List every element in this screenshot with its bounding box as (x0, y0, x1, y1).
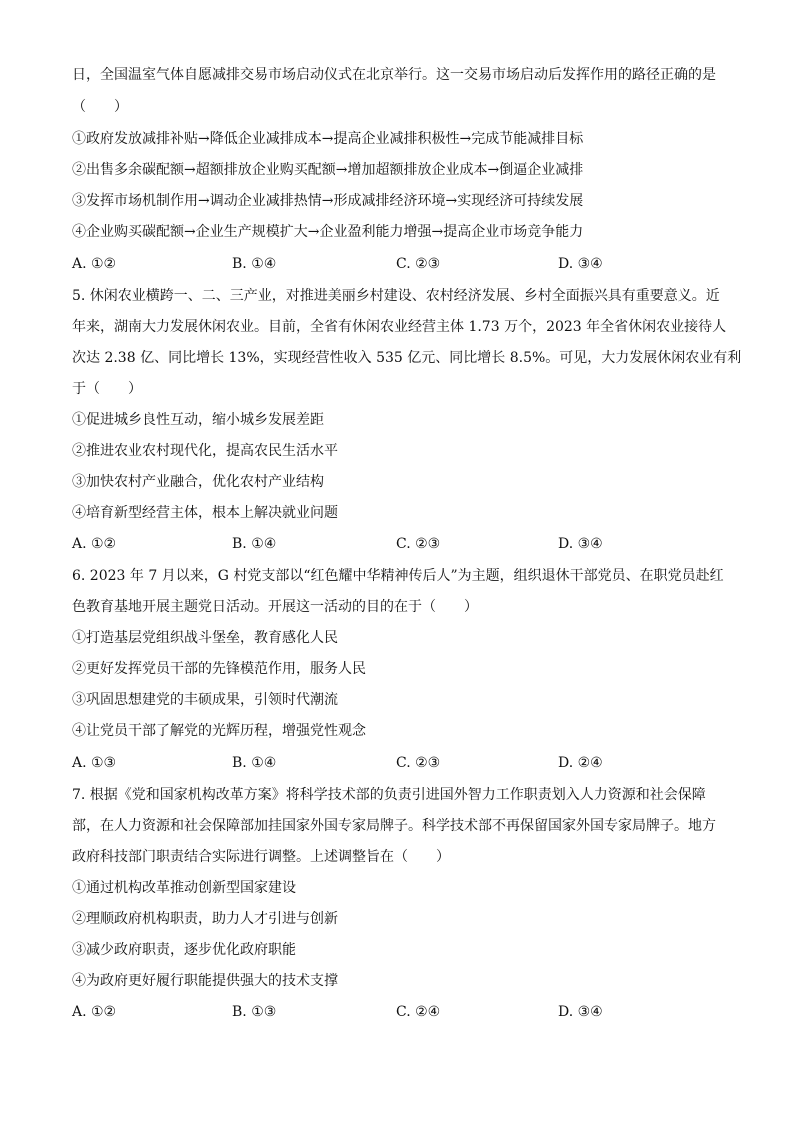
q7-option-a: A. ①② (72, 1004, 117, 1020)
q4-stem-line-2: （ ） (72, 99, 128, 115)
q5-item-4: ④培育新型经营主体，根本上解决就业问题 (72, 505, 338, 521)
q6-option-a: A. ①③ (72, 755, 117, 771)
q5-stem-line-4: 于（ ） (72, 381, 142, 397)
q7-stem-line-2: 部，在人力资源和社会保障部加挂国家外国专家局牌子。科学技术部不再保留国家外国专家局牌子。地方 (72, 818, 716, 834)
q7-option-d: D. ③④ (558, 1004, 603, 1020)
q4-option-a: A. ①② (72, 256, 117, 272)
q4-item-3: ③发挥市场机制作用→调动企业减排热情→形成减排经济环境→实现经济可持续发展 (72, 193, 584, 209)
q5-stem-line-1: 5. 休闲农业横跨一、二、三产业，对推进美丽乡村建设、农村经济发展、乡村全面振兴具有重要意义。近 (72, 288, 720, 304)
q7-option-c: C. ②④ (396, 1004, 441, 1020)
q6-stem-line-1: 6. 2023 年 7 月以来，G 村党支部以“红色耀中华精神传后人”为主题，组织退休干部党员、在职党员赴红 (72, 568, 724, 584)
q6-option-d: D. ②④ (558, 755, 603, 771)
q6-item-2: ②更好发挥党员干部的先锋模范作用，服务人民 (72, 661, 366, 677)
q5-item-3: ③加快农村产业融合，优化农村产业结构 (72, 474, 324, 490)
q5-option-b: B. ①④ (232, 536, 277, 552)
q6-item-4: ④让党员干部了解党的光辉历程，增强党性观念 (72, 723, 366, 739)
q7-stem-line-1: 7. 根据《党和国家机构改革方案》将科学技术部的负责引进国外智力工作职责划入人力资源和社会保障 (72, 787, 706, 803)
q7-item-1: ①通过机构改革推动创新型国家建设 (72, 880, 296, 896)
q6-stem-line-2: 色教育基地开展主题党日活动。开展这一活动的目的在于（ ） (72, 599, 478, 615)
q5-stem-line-2: 年来，湖南大力发展休闲农业。目前，全省有休闲农业经营主体 1.73 万个，2023 年全省休闲农业接待人 (72, 319, 727, 335)
q7-option-b: B. ①③ (232, 1004, 277, 1020)
q6-item-1: ①打造基层党组织战斗堡垒，教育感化人民 (72, 630, 338, 646)
q5-item-2: ②推进农业农村现代化，提高农民生活水平 (72, 443, 338, 459)
q4-item-1: ①政府发放减排补贴→降低企业减排成本→提高企业减排积极性→完成节能减排目标 (72, 131, 584, 147)
q6-option-b: B. ①④ (232, 755, 277, 771)
q5-item-1: ①促进城乡良性互动，缩小城乡发展差距 (72, 412, 324, 428)
q5-stem-line-3: 次达 2.38 亿、同比增长 13%，实现经营性收入 535 亿元、同比增长 8.5%。可见，大力发展休闲农业有利 (72, 350, 742, 366)
q6-option-c: C. ②③ (396, 755, 441, 771)
q4-option-c: C. ②③ (396, 256, 441, 272)
q5-option-a: A. ①② (72, 536, 117, 552)
q5-option-c: C. ②③ (396, 536, 441, 552)
q4-item-2: ②出售多余碳配额→超额排放企业购买配额→增加超额排放企业成本→倒逼企业减排 (72, 162, 584, 178)
q7-item-3: ③减少政府职责，逐步优化政府职能 (72, 942, 296, 958)
q5-option-d: D. ③④ (558, 536, 603, 552)
q4-option-b: B. ①④ (232, 256, 277, 272)
q4-stem-line-1: 日，全国温室气体自愿减排交易市场启动仪式在北京举行。这一交易市场启动后发挥作用的路径正确的是 (72, 67, 716, 83)
q7-item-4: ④为政府更好履行职能提供强大的技术支撑 (72, 973, 338, 989)
q7-stem-line-3: 政府科技部门职责结合实际进行调整。上述调整旨在（ ） (72, 849, 450, 865)
q4-item-4: ④企业购买碳配额→企业生产规模扩大→企业盈利能力增强→提高企业市场竞争能力 (72, 224, 584, 240)
q6-item-3: ③巩固思想建党的丰硕成果，引领时代潮流 (72, 692, 338, 708)
q4-option-d: D. ③④ (558, 256, 603, 272)
q7-item-2: ②理顺政府机构职责，助力人才引进与创新 (72, 911, 338, 927)
